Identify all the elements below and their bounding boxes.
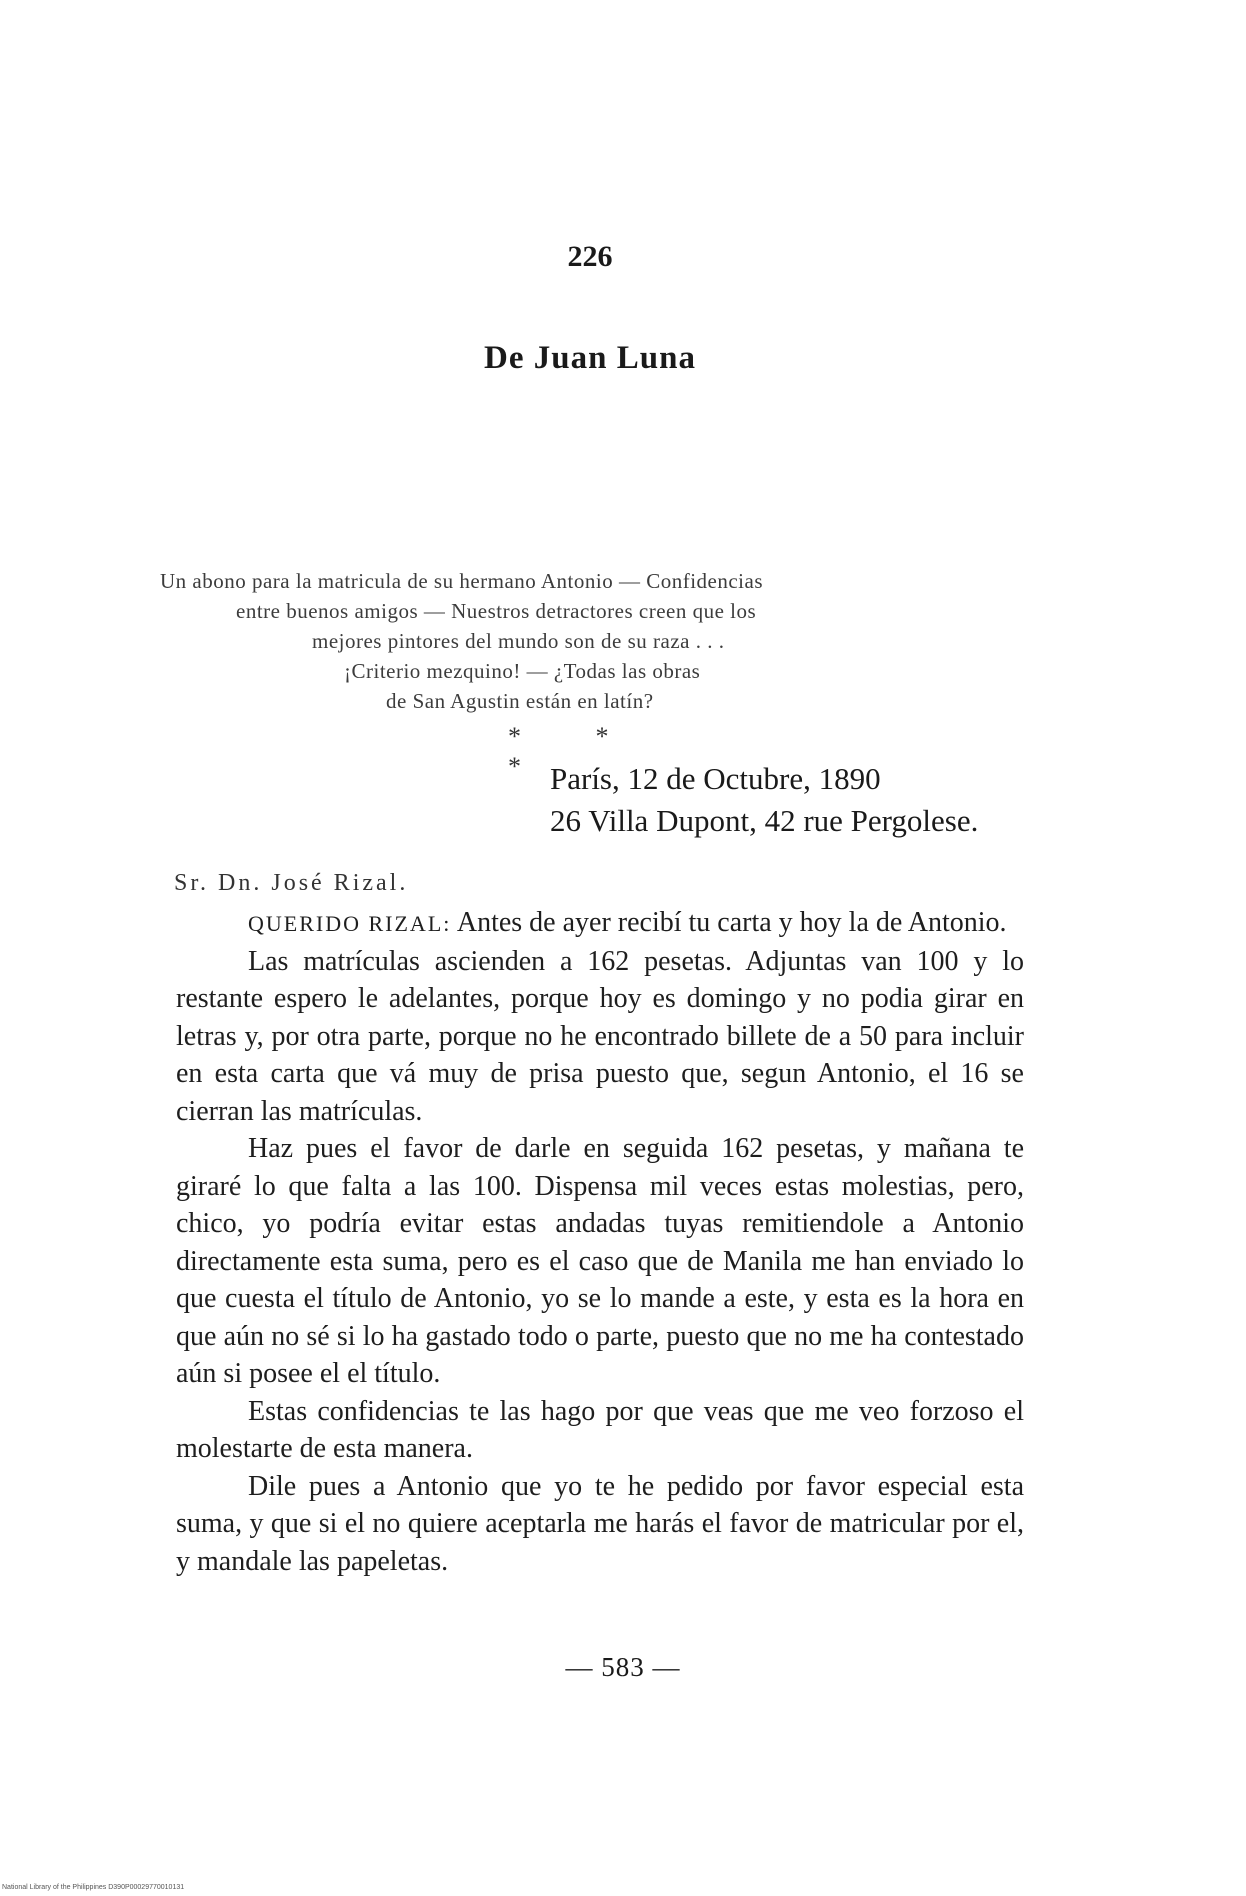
paragraph: Haz pues el favor de darle en seguida 162 pesetas, y mañana te giraré lo que falta a las 100. Dispensa mil veces estas molestias, pero, chico, yo podría evitar estas andadas tuyas remitiendole a Antonio directamente esta suma, pero es el caso que de Manila me han enviado lo que cuesta el título de Antonio, yo se lo mande a este, y esta es la hora en que aún no sé si lo ha gastado todo o parte, puesto que no me ha contestado aún si posee el el título. xyxy=(176,1133,1024,1389)
salutation: Sr. Dn. José Rizal. xyxy=(174,870,409,896)
letter-number: 226 xyxy=(567,240,613,273)
summary-line: de San Agustin están en latín? xyxy=(386,689,654,713)
paragraph: Estas confidencias te las hago por que veas que me veo forzoso el molestarte de esta manera. xyxy=(176,1395,1024,1464)
letter-title: De Juan Luna xyxy=(484,340,696,376)
summary-line: ¡Criterio mezquino! — ¿Todas las obras xyxy=(344,659,701,683)
paragraph-text: Antes de ayer recibí tu carta y hoy la de Antonio. xyxy=(456,907,1007,938)
summary-line: mejores pintores del mundo son de su raza . . . xyxy=(312,629,725,653)
page-number: — 583 — xyxy=(565,1652,681,1682)
paragraph: Dile pues a Antonio que yo te he pedido por favor especial esta suma, y que si el no quiere aceptarla me harás el favor de matricular por el, y mandale las papeletas. xyxy=(176,1470,1024,1577)
summary-line: entre buenos amigos — Nuestros detractores creen que los xyxy=(236,599,757,623)
footer-credit: National Library of the Philippines D390P00029770010131 xyxy=(2,1884,185,1891)
dateline-date: París, 12 de Octubre, 1890 xyxy=(550,761,881,796)
summary-line: Un abono para la matricula de su hermano Antonio — Confidencias xyxy=(160,569,764,593)
paragraph: Las matrículas ascienden a 162 pesetas. Adjuntas van 100 y lo restante espero le adelantes, porque hoy es domingo y no podia girar en letras y, por otra parte, porque no he encontrado billete de a 50 para incluir en esta carta que vá muy de prisa puesto que, segun Antonio, el 16 se cierran las matrículas. xyxy=(176,945,1024,1127)
section-separator: * * * xyxy=(508,722,643,781)
letter-summary xyxy=(160,566,1020,716)
dateline xyxy=(550,758,1050,842)
dateline-address: 26 Villa Dupont, 42 rue Pergolese. xyxy=(550,803,979,838)
paragraph xyxy=(176,904,1024,943)
greeting: QUERIDO RIZAL: xyxy=(248,911,452,936)
letter-body xyxy=(176,904,1024,1580)
